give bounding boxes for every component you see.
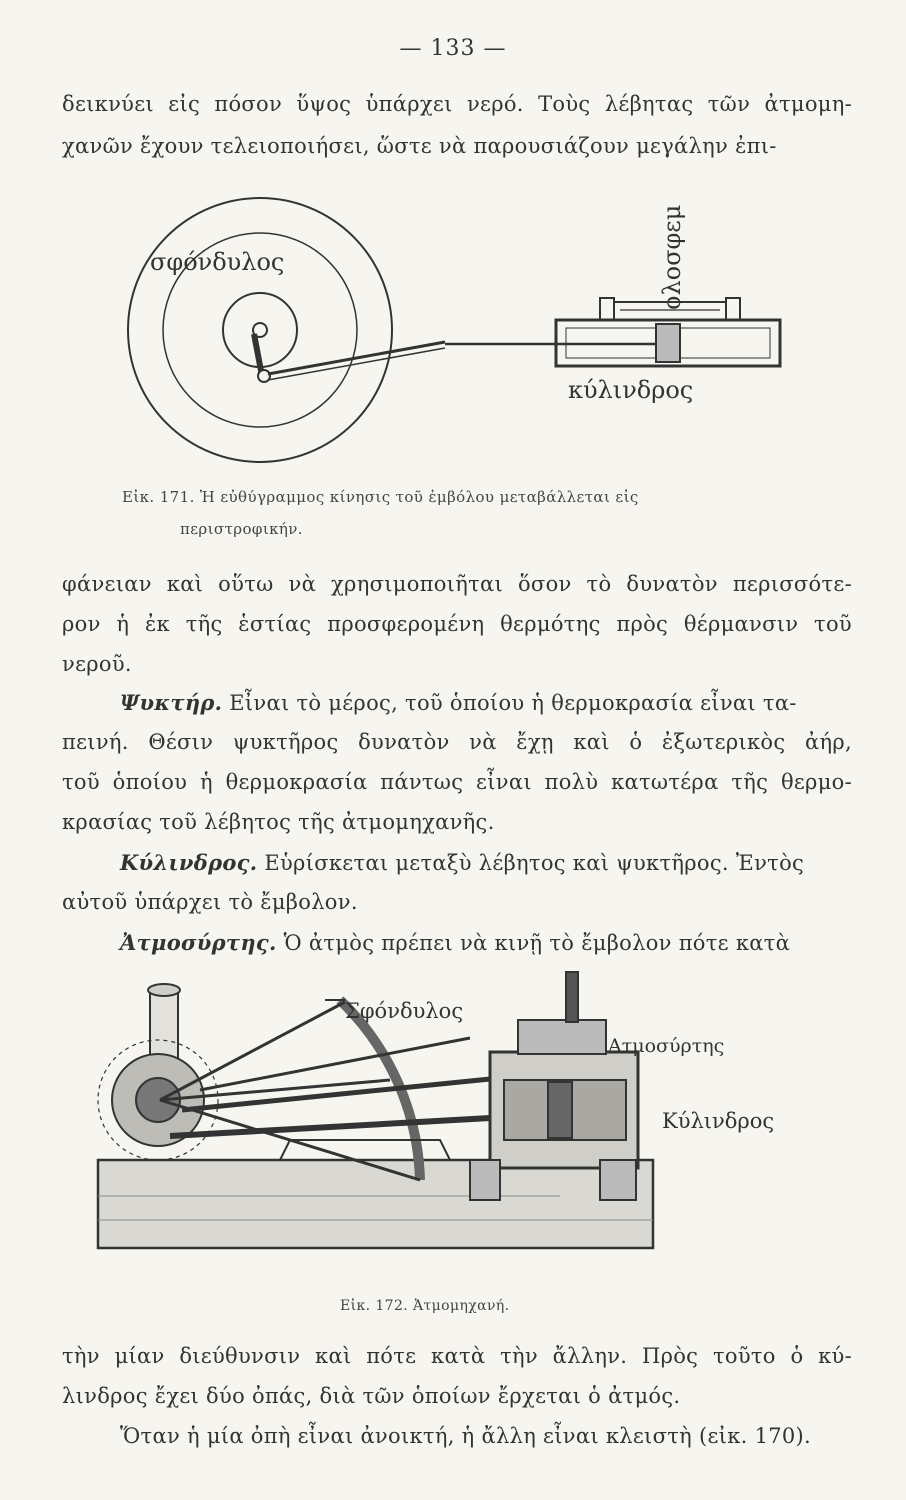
label-valve: ολοσφεμ: [658, 204, 686, 310]
term-cylinder: Κύλινδρος.: [120, 850, 258, 875]
label-cylinder: κύλινδρος: [568, 376, 694, 404]
text-line: κρασίας τοῦ λέβητος τῆς ἀτμομηχανῆς.: [62, 810, 495, 834]
text-line: Ὅταν ἡ μία ὀπὴ εἶναι ἀνοικτή, ἡ ἄλλη εἶναι κλειστὴ (εἰκ. 170).: [120, 1424, 812, 1448]
text-line: φάνειαν καὶ οὕτω νὰ χρησιμοποιῆται ὅσον τὸ δυνατὸν περισσότε-: [62, 572, 852, 596]
page-number: — 133 —: [399, 36, 507, 61]
engine-base: [98, 1160, 653, 1248]
paragraph-condenser-start: [120, 690, 850, 715]
piston: [656, 324, 680, 362]
paragraph-cylinder-start: [120, 850, 850, 875]
label-flywheel: Σφόνδυλος: [345, 999, 464, 1023]
label-flywheel: σφόνδυλος: [150, 248, 285, 276]
flywheel-outer-rim: [128, 198, 392, 462]
term-condenser: Ψυκτήρ.: [120, 690, 223, 715]
text-line: δεικνύει εἰς πόσον ὕψος ὑπάρχει νερό. Τοὺς λέβητας τῶν ἀτμομη-: [62, 92, 852, 116]
text-line: χανῶν ἔχουν τελειοποιήσει, ὥστε νὰ παρουσιάζουν μεγάλην ἐπι-: [62, 134, 777, 158]
term-valve: Ἀτμοσύρτης.: [120, 930, 277, 955]
text-span: Εὑρίσκεται μεταξὺ λέβητος καὶ ψυκτῆρος. Ἐντὸς: [257, 851, 805, 875]
text-line: ρον ἡ ἐκ τῆς ἑστίας προσφερομένη θερμότης πρὸς θέρμανσιν τοῦ: [62, 612, 852, 636]
text-span: Ὁ ἀτμὸς πρέπει νὰ κινῇ τὸ ἔμβολον πότε κατὰ: [276, 931, 791, 955]
paragraph-valve-start: [120, 930, 850, 955]
figure-171-caption-cont: περιστροφικήν.: [180, 520, 303, 538]
figure-172-engine-drawing: [0, 960, 906, 1280]
valve-chest: [518, 1020, 606, 1054]
label-cylinder: Κύλινδρος: [662, 1109, 775, 1133]
text-line: τὴν μίαν διεύθυνσιν καὶ πότε κατὰ τὴν ἄλλην. Πρὸς τοῦτο ὁ κύ-: [62, 1344, 852, 1368]
text-line: νεροῦ.: [62, 652, 132, 676]
text-line: πεινή. Θέσιν ψυκτῆρος δυνατὸν νὰ ἔχῃ καὶ ὁ ἐξωτερικὸς ἀήρ,: [62, 730, 852, 754]
label-valve: Ατμοσύρτης: [608, 1035, 725, 1057]
text-span: Εἶναι τὸ μέρος, τοῦ ὁποίου ἡ θερμοκρασία εἶναι τα-: [222, 691, 797, 715]
text-line: τοῦ ὁποίου ἡ θερμοκρασία πάντως εἶναι πολὺ κατωτέρα τῆς θερμο-: [62, 770, 852, 794]
figure-172-caption: Εἰκ. 172. Ἀτμομηχανή.: [340, 1298, 510, 1314]
text-line: αὐτοῦ ὑπάρχει τὸ ἔμβολον.: [62, 890, 358, 914]
figure-171-diagram: [0, 170, 906, 480]
text-line: λινδρος ἔχει δύο ὀπάς, διὰ τῶν ὁποίων ἔρχεται ὁ ἀτμός.: [62, 1384, 681, 1408]
figure-171-caption: Εἰκ. 171. Ἡ εὐθύγραμμος κίνησις τοῦ ἐμβόλου μεταβάλλεται εἰς: [122, 488, 639, 506]
